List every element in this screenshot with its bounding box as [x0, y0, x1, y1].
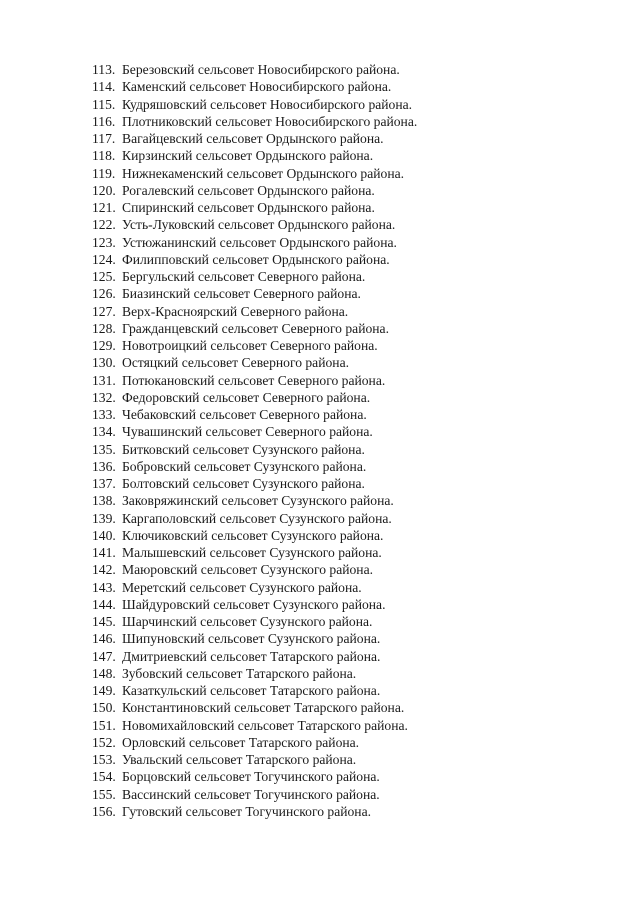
item-number: 117.: [92, 131, 116, 146]
item-text: Ключиковский сельсовет Сузунского района.: [122, 527, 384, 543]
list-item: [92, 648, 417, 665]
item-number: 153.: [92, 752, 116, 767]
item-text: Рогалевский сельсовет Ордынского района.: [122, 182, 375, 198]
list-item: [92, 596, 417, 613]
item-text: Новомихайловский сельсовет Татарского района.: [122, 717, 408, 733]
item-number: 149.: [92, 683, 116, 698]
item-text: Шарчинский сельсовет Сузунского района.: [122, 614, 373, 629]
list-item: [92, 372, 417, 389]
list-item: [92, 268, 417, 285]
item-text: Чувашинский сельсовет Северного района.: [122, 424, 373, 440]
item-number: 122.: [92, 217, 116, 233]
item-number: 154.: [92, 769, 116, 785]
list-item: [92, 630, 417, 647]
item-number: 131.: [92, 372, 116, 388]
list-item: [92, 389, 417, 406]
item-text: Дмитриевский сельсовет Татарского района.: [122, 648, 381, 664]
item-text: Константиновский сельсовет Татарского района.: [122, 700, 405, 716]
item-number: 127.: [92, 303, 116, 319]
list-item: [92, 699, 417, 716]
numbered-list: [92, 61, 417, 820]
item-text: Каргаполовский сельсовет Сузунского района.: [122, 510, 392, 526]
item-text: Борцовский сельсовет Тогучинского района.: [122, 769, 380, 785]
item-number: 142.: [92, 562, 116, 578]
item-text: Нижнекаменский сельсовет Ордынского района.: [122, 165, 405, 181]
list-item: [92, 406, 417, 423]
list-item: [92, 61, 417, 78]
list-item: [92, 354, 417, 371]
item-text: Усть-Луковский сельсовет Ордынского района.: [122, 217, 396, 233]
list-item: [92, 216, 417, 233]
item-text: Бергульский сельсовет Северного района.: [122, 269, 366, 284]
item-number: 121.: [92, 200, 116, 215]
list-item: [92, 527, 417, 544]
list-item: [92, 165, 417, 182]
list-item: [92, 78, 417, 95]
item-number: 119.: [92, 165, 116, 181]
item-text: Филипповский сельсовет Ордынского района.: [122, 251, 390, 267]
item-text: Остяцкий сельсовет Северного района.: [122, 355, 349, 371]
list-item: [92, 734, 417, 751]
list-item: [92, 544, 417, 561]
item-text: Битковский сельсовет Сузунского района.: [122, 441, 365, 457]
list-item: [92, 613, 417, 630]
item-number: 113.: [92, 62, 116, 77]
item-number: 132.: [92, 389, 116, 405]
item-text: Увальский сельсовет Татарского района.: [122, 752, 357, 767]
item-number: 115.: [92, 96, 116, 112]
item-text: Гутовский сельсовет Тогучинского района.: [122, 803, 372, 819]
list-item: [92, 147, 417, 164]
item-number: 150.: [92, 700, 116, 716]
item-text: Орловский сельсовет Татарского района.: [122, 734, 360, 750]
item-number: 130.: [92, 355, 116, 371]
item-text: Березовский сельсовет Новосибирского района.: [122, 62, 400, 77]
item-number: 136.: [92, 458, 116, 474]
list-item: [92, 475, 417, 492]
list-item: [92, 717, 417, 734]
list-item: [92, 182, 417, 199]
item-number: 147.: [92, 648, 116, 664]
item-text: Потюкановский сельсовет Северного района.: [122, 372, 386, 388]
item-text: Федоровский сельсовет Северного района.: [122, 389, 371, 405]
list-item: [92, 337, 417, 354]
item-number: 145.: [92, 614, 116, 629]
item-text: Болтовский сельсовет Сузунского района.: [122, 476, 365, 491]
list-item: [92, 786, 417, 803]
item-number: 140.: [92, 527, 116, 543]
list-item: [92, 510, 417, 527]
list-item: [92, 234, 417, 251]
item-text: Новотроицкий сельсовет Северного района.: [122, 338, 378, 353]
list-item: [92, 285, 417, 302]
item-text: Меретский сельсовет Сузунского района.: [122, 579, 362, 595]
item-number: 124.: [92, 251, 116, 267]
list-item: [92, 441, 417, 458]
item-number: 129.: [92, 338, 116, 353]
item-text: Гражданцевский сельсовет Северного района.: [122, 320, 389, 336]
list-item: [92, 579, 417, 596]
item-text: Устюжанинский сельсовет Ордынского района.: [122, 234, 397, 250]
item-text: Казаткульский сельсовет Татарского района.: [122, 683, 381, 698]
item-text: Вассинский сельсовет Тогучинского района.: [122, 786, 380, 802]
list-item: [92, 751, 417, 768]
item-number: 151.: [92, 717, 116, 733]
item-number: 144.: [92, 596, 116, 612]
item-number: 134.: [92, 424, 116, 440]
item-text: Бобровский сельсовет Сузунского района.: [122, 458, 367, 474]
item-text: Чебаковский сельсовет Северного района.: [122, 407, 367, 422]
item-text: Спиринский сельсовет Ордынского района.: [122, 200, 375, 215]
item-text: Плотниковский сельсовет Новосибирского района.: [122, 113, 418, 129]
item-number: 125.: [92, 269, 116, 284]
item-number: 146.: [92, 631, 116, 647]
list-item: [92, 423, 417, 440]
item-text: Верх-Красноярский Северного района.: [122, 303, 349, 319]
item-number: 135.: [92, 441, 116, 457]
item-number: 126.: [92, 286, 116, 302]
list-item: [92, 113, 417, 130]
item-number: 137.: [92, 476, 116, 491]
item-number: 141.: [92, 545, 116, 560]
item-text: Вагайцевский сельсовет Ордынского района.: [122, 131, 384, 146]
item-number: 143.: [92, 579, 116, 595]
item-number: 118.: [92, 148, 116, 164]
item-number: 133.: [92, 407, 116, 422]
item-number: 114.: [92, 79, 116, 95]
item-number: 139.: [92, 510, 116, 526]
list-item: [92, 665, 417, 682]
item-text: Кудряшовский сельсовет Новосибирского района.: [122, 96, 413, 112]
list-item: [92, 458, 417, 475]
list-item: [92, 130, 417, 147]
list-item: [92, 96, 417, 113]
item-text: Шипуновский сельсовет Сузунского района.: [122, 631, 381, 647]
list-item: [92, 303, 417, 320]
item-text: Шайдуровский сельсовет Сузунского района.: [122, 596, 386, 612]
list-item: [92, 199, 417, 216]
item-text: Кирзинский сельсовет Ордынского района.: [122, 148, 374, 164]
item-number: 128.: [92, 320, 116, 336]
item-text: Каменский сельсовет Новосибирского района.: [122, 79, 392, 95]
list-item: [92, 320, 417, 337]
list-item: [92, 803, 417, 820]
item-text: Малышевский сельсовет Сузунского района.: [122, 545, 382, 560]
list-item: [92, 561, 417, 578]
item-number: 138.: [92, 493, 116, 509]
item-number: 123.: [92, 234, 116, 250]
list-item: [92, 492, 417, 509]
item-text: Заковряжинский сельсовет Сузунского района.: [122, 493, 394, 509]
item-number: 156.: [92, 803, 116, 819]
item-number: 152.: [92, 734, 116, 750]
item-text: Зубовский сельсовет Татарского района.: [122, 665, 357, 681]
item-number: 120.: [92, 182, 116, 198]
item-number: 148.: [92, 665, 116, 681]
list-item: [92, 682, 417, 699]
list-item: [92, 251, 417, 268]
item-text: Биазинский сельсовет Северного района.: [122, 286, 361, 302]
list-item: [92, 768, 417, 785]
item-text: Маюровский сельсовет Сузунского района.: [122, 562, 374, 578]
item-number: 155.: [92, 786, 116, 802]
item-number: 116.: [92, 113, 116, 129]
